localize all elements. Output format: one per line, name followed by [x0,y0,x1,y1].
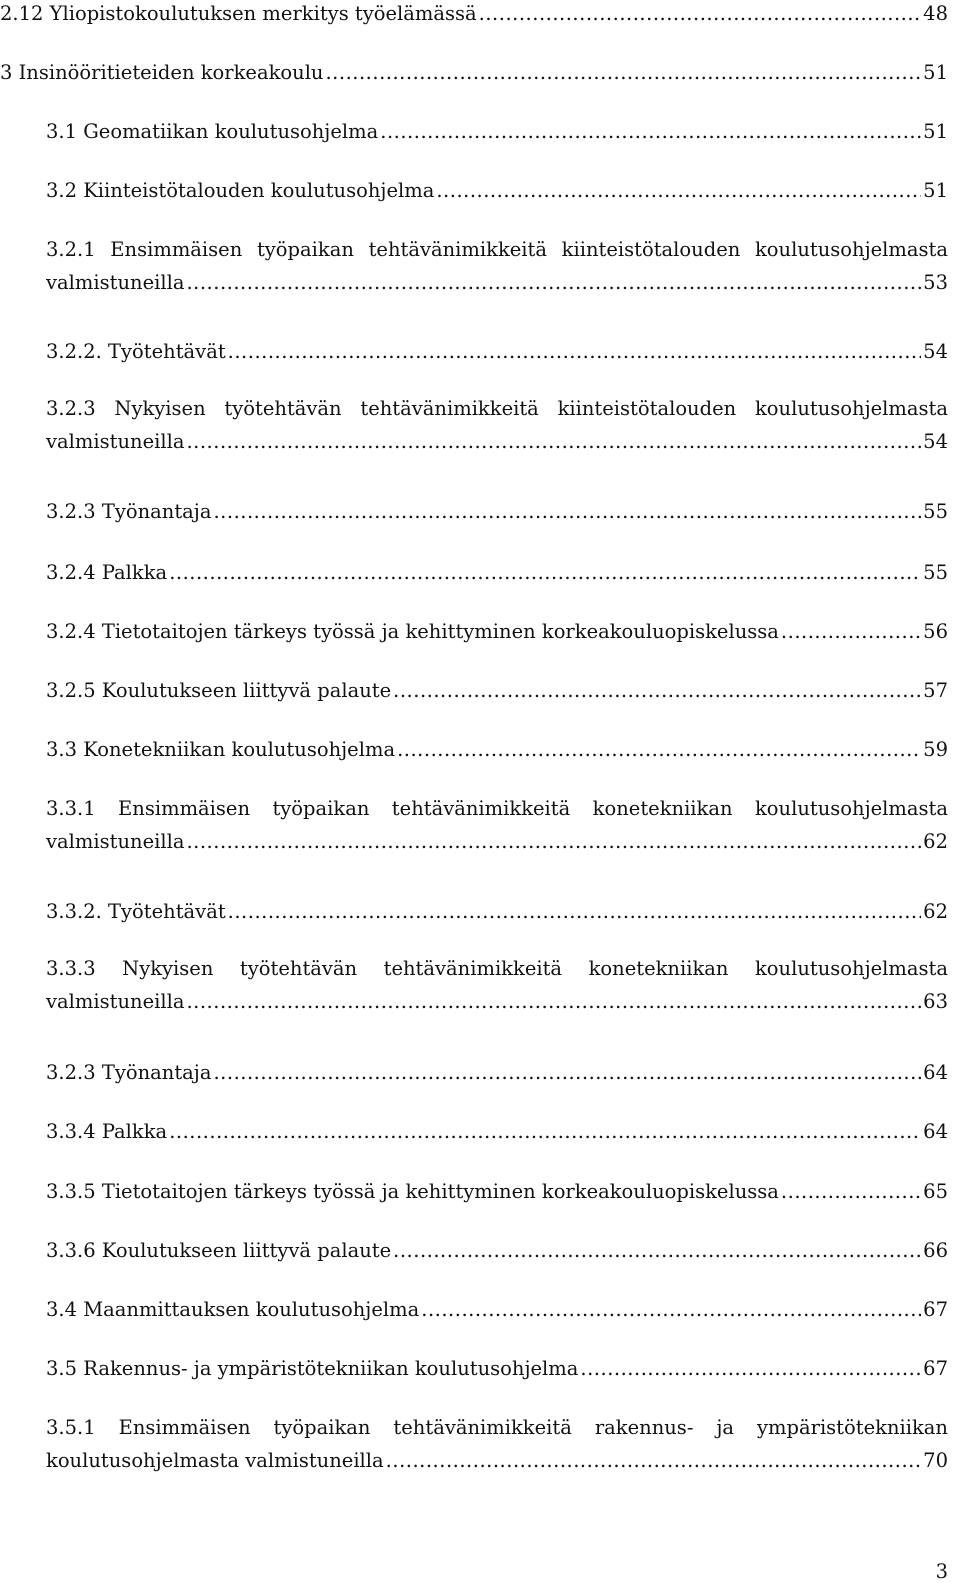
toc-entry-page: 62 [923,830,948,853]
toc-entry[interactable] [46,238,948,295]
page-number: 3 [935,1560,948,1583]
toc-entry-page: 67 [923,1357,948,1380]
dot-leader [479,2,922,26]
toc-entry[interactable] [46,900,948,924]
dot-leader [169,1120,921,1144]
toc-entry-page: 62 [923,900,948,923]
toc-entry-page: 64 [923,1061,948,1084]
toc-entry-title: 3.2.4 Palkka [46,561,168,584]
dot-leader [186,990,921,1014]
toc-entry[interactable] [46,679,948,703]
toc-entry-page: 55 [923,500,948,523]
toc-entry-title: valmistuneilla [46,830,185,853]
toc-entry[interactable] [0,61,948,85]
toc-entry-page: 65 [923,1180,948,1203]
toc-entry-title: 3 Insinööritieteiden korkeakoulu [0,61,324,84]
dot-leader [186,430,921,454]
toc-entry-title: valmistuneilla [46,990,185,1013]
toc-entry-page: 67 [923,1298,948,1321]
toc-entry[interactable] [46,1298,948,1322]
toc-entry-title: 3.5 Rakennus- ja ympäristötekniikan koulutusohjelma [46,1357,579,1380]
toc-entry-page: 51 [923,179,948,202]
toc-entry-page: 56 [923,620,948,643]
dot-leader [781,620,921,644]
toc-entry-title: 3.2.3 Työnantaja [46,500,212,523]
toc-entry[interactable] [46,1416,948,1473]
toc-entry[interactable] [46,561,948,585]
dot-leader [325,61,921,85]
toc-entry-page: 53 [923,271,948,294]
toc-entry[interactable] [0,2,948,26]
toc-entry[interactable] [46,797,948,854]
toc-entry-page: 59 [923,738,948,761]
toc-entry-page: 66 [923,1239,948,1262]
toc-entry-first-line: 3.3.3 Nykyisen työtehtävän tehtävänimikkeitä konetekniikan koulutusohjelmasta [46,957,948,980]
toc-entry-title: valmistuneilla [46,271,185,294]
toc-entry[interactable] [46,1180,948,1204]
dot-leader [781,1180,921,1204]
toc-entry-page: 63 [923,990,948,1013]
dot-leader [228,340,922,364]
toc-entry[interactable] [46,120,948,144]
toc-entry-page: 64 [923,1120,948,1143]
toc-entry-page: 48 [923,2,948,25]
toc-entry-title: 3.2.5 Koulutukseen liittyvä palaute [46,679,392,702]
toc-entry-title: 3.1 Geomatiikan koulutusohjelma [46,120,379,143]
toc-entry[interactable] [46,179,948,203]
dot-leader [228,900,922,924]
dot-leader [393,679,921,703]
toc-entry-page: 55 [923,561,948,584]
toc-entry[interactable] [46,340,948,364]
toc-entry-page: 51 [923,61,948,84]
dot-leader [580,1357,921,1381]
dot-leader [397,738,921,762]
toc-entry-title: valmistuneilla [46,430,185,453]
toc-entry-title: 3.3.2. Työtehtävät [46,900,226,923]
toc-entry-title: 3.3.5 Tietotaitojen tärkeys työssä ja kehittyminen korkeakouluopiskelussa [46,1180,779,1203]
toc-entry-title: 3.2 Kiinteistötalouden koulutusohjelma [46,179,435,202]
toc-entry-first-line: 3.2.3 Nykyisen työtehtävän tehtävänimikkeitä kiinteistötalouden koulutusohjelmasta [46,397,948,420]
dot-leader [393,1239,921,1263]
dot-leader [213,500,921,524]
toc-entry[interactable] [46,957,948,1014]
toc-entry-title: 3.2.3 Työnantaja [46,1061,212,1084]
toc-entry-title: 3.4 Maanmittauksen koulutusohjelma [46,1298,420,1321]
toc-entry-page: 54 [923,430,948,453]
toc-entry[interactable] [46,1061,948,1085]
dot-leader [421,1298,921,1322]
toc-entry-first-line: 3.2.1 Ensimmäisen työpaikan tehtävänimikkeitä kiinteistötalouden koulutusohjelmasta [46,238,948,261]
toc-entry-title: 3.3 Konetekniikan koulutusohjelma [46,738,396,761]
dot-leader [386,1449,922,1473]
dot-leader [169,561,921,585]
toc-entry[interactable] [46,397,948,454]
dot-leader [380,120,921,144]
toc-entry-title: 3.2.4 Tietotaitojen tärkeys työssä ja kehittyminen korkeakouluopiskelussa [46,620,779,643]
toc-entry[interactable] [46,738,948,762]
dot-leader [186,830,921,854]
dot-leader [436,179,921,203]
toc-entry-page: 54 [923,340,948,363]
toc-entry-title: 3.3.6 Koulutukseen liittyvä palaute [46,1239,392,1262]
toc-entry-page: 70 [923,1449,948,1472]
toc-entry-page: 51 [923,120,948,143]
toc-entry[interactable] [46,1357,948,1381]
toc-entry[interactable] [46,500,948,524]
dot-leader [213,1061,921,1085]
toc-entry-title: 2.12 Yliopistokoulutuksen merkitys työelämässä [0,2,477,25]
toc-entry-first-line: 3.5.1 Ensimmäisen työpaikan tehtävänimikkeitä rakennus- ja ympäristötekniikan [46,1416,948,1439]
toc-entry[interactable] [46,1239,948,1263]
toc-entry-first-line: 3.3.1 Ensimmäisen työpaikan tehtävänimikkeitä konetekniikan koulutusohjelmasta [46,797,948,820]
dot-leader [186,271,921,295]
toc-entry-title: 3.2.2. Työtehtävät [46,340,226,363]
toc-entry[interactable] [46,1120,948,1144]
toc-entry-title: 3.3.4 Palkka [46,1120,168,1143]
toc-entry-title: koulutusohjelmasta valmistuneilla [46,1449,384,1472]
toc-entry-page: 57 [923,679,948,702]
toc-entry[interactable] [46,620,948,644]
